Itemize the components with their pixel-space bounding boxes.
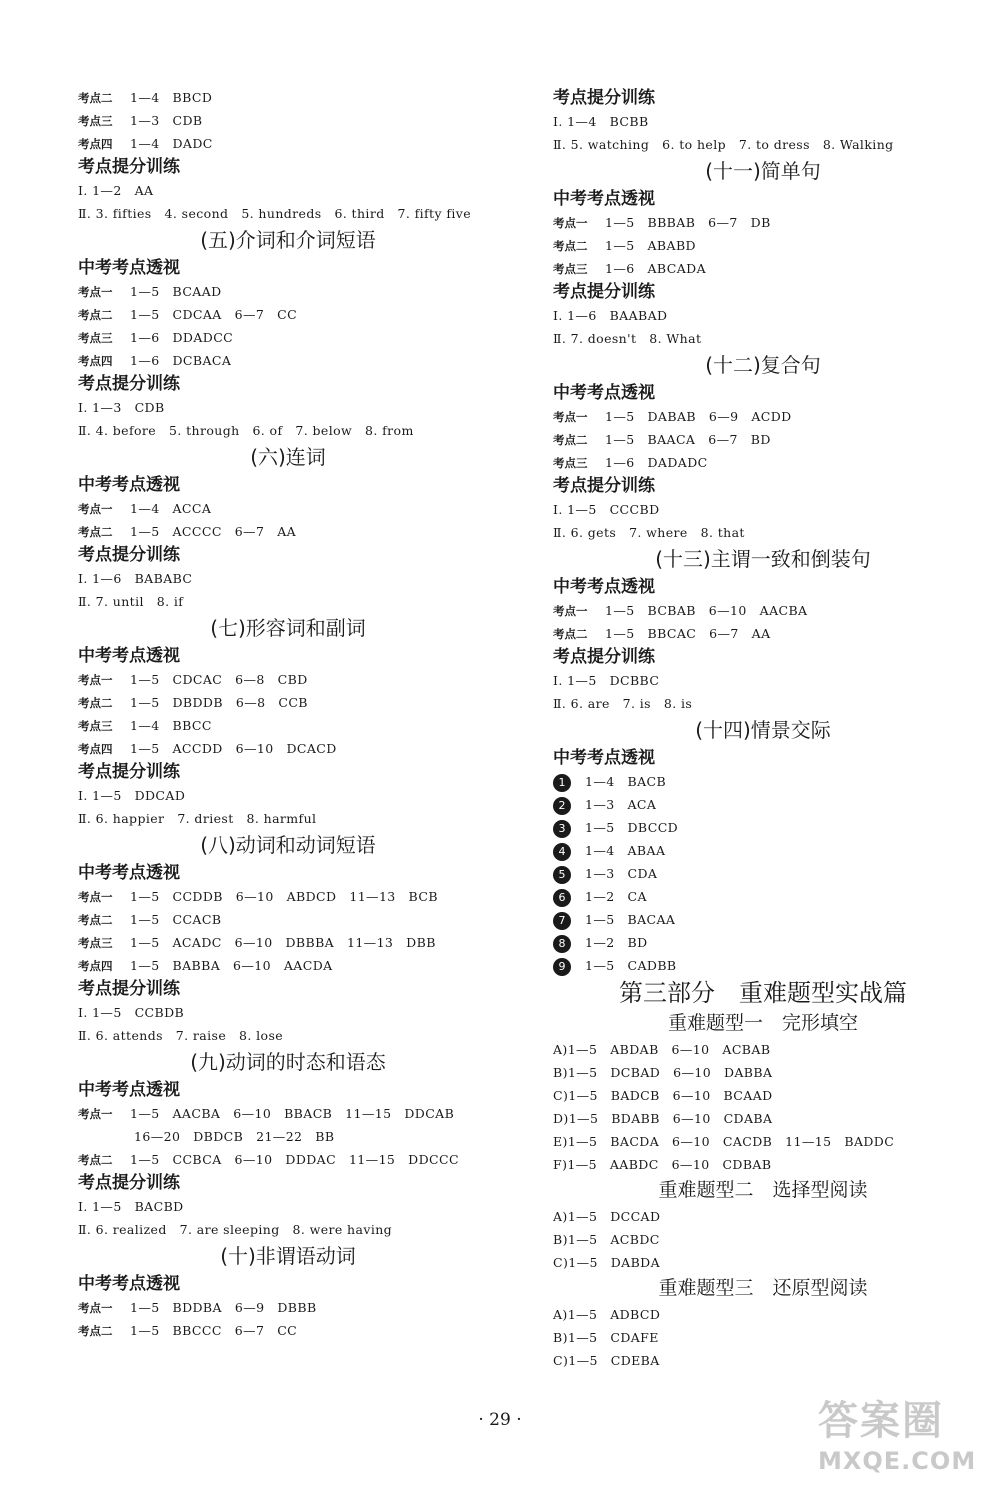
answer-row [78, 668, 498, 691]
part-title: 第三部分 重难题型实战篇 [619, 979, 907, 1007]
answer-text: D)1—5 BDABB 6—10 CDABA [553, 1111, 773, 1126]
subsection-heading: 考点提分训练 [553, 647, 655, 667]
answer-text: Ⅱ. 7. doesn't 8. What [553, 331, 702, 346]
answer-text: Ⅱ. 6. realized 7. are sleeping 8. were having [78, 1222, 393, 1237]
answer-text: 1—5 BBCCC 6—7 CC [130, 1323, 298, 1338]
answer-text: Ⅱ. 7. until 8. if [78, 594, 184, 609]
answer-row [78, 497, 498, 520]
answer-text: Ⅰ. 1—5 BACBD [78, 1199, 184, 1214]
point-label: 考点三 [78, 114, 113, 128]
answer-text: 1—5 ACADC 6—10 DBBBA 11—13 DBB [130, 935, 436, 950]
answer-text: 1—2 BD [585, 935, 648, 950]
point-label: 考点一 [78, 285, 113, 299]
answer-row [553, 1107, 973, 1130]
answer-text: 1—5 CCDDB 6—10 ABDCD 11—13 BCB [130, 889, 438, 904]
answer-row [78, 132, 498, 155]
answer-text: Ⅰ. 1—2 AA [78, 183, 154, 198]
subsection-heading: 中考考点透视 [78, 1274, 180, 1294]
answer-text: 1—6 DCBACA [130, 353, 232, 368]
subsection-heading: 考点提分训练 [553, 88, 655, 108]
point-label: 考点三 [78, 719, 113, 733]
subsection-heading: 考点提分训练 [553, 476, 655, 496]
answer-text: 1—5 ABABD [605, 238, 696, 253]
subsection-heading: 中考考点透视 [78, 258, 180, 278]
answer-text: A)1—5 ADBCD [553, 1307, 661, 1322]
answer-text: Ⅱ. 6. are 7. is 8. is [553, 696, 693, 711]
answer-row [553, 211, 973, 234]
watermark-cn: 答案圈 [818, 1398, 944, 1444]
section-title: (九)动词的时态和语态 [190, 1050, 386, 1074]
answer-row [78, 396, 498, 419]
answer-text: 1—5 CDCAC 6—8 CBD [130, 672, 308, 687]
answer-row [78, 954, 498, 977]
answer-row [78, 1001, 498, 1024]
right-column [553, 86, 973, 1372]
answer-text: E)1—5 BACDA 6—10 CACDB 11—15 BADDC [553, 1134, 895, 1149]
answer-row [78, 520, 498, 543]
answer-row [78, 908, 498, 931]
subsection-heading: 考点提分训练 [78, 1173, 180, 1193]
answer-text: 1—4 DADC [130, 136, 213, 151]
answer-row [78, 1296, 498, 1319]
point-label: 考点三 [78, 331, 113, 345]
answer-row [553, 498, 973, 521]
answer-row [553, 110, 973, 133]
answer-text: 1—6 DDADCC [130, 330, 234, 345]
answer-text: Ⅰ. 1—5 CCCBD [553, 502, 660, 517]
answer-text: Ⅰ. 1—4 BCBB [553, 114, 649, 129]
answer-row [78, 714, 498, 737]
subsection-heading: 考点提分训练 [78, 545, 180, 565]
point-label: 考点四 [78, 354, 113, 368]
answer-text: 1—4 BBCC [130, 718, 212, 733]
section-title: (十三)主谓一致和倒装句 [655, 547, 871, 571]
circled-number: 2 [553, 797, 571, 815]
numbered-answer-row [553, 793, 973, 816]
subsection-heading: 中考考点透视 [553, 748, 655, 768]
answer-row [553, 1228, 973, 1251]
numbered-answer-row [553, 862, 973, 885]
answer-row [553, 428, 973, 451]
answer-row [553, 234, 973, 257]
point-label: 考点一 [553, 604, 588, 618]
answer-row [78, 326, 498, 349]
subsection-heading: 考点提分训练 [78, 157, 180, 177]
answer-text: Ⅱ. 6. happier 7. driest 8. harmful [78, 811, 317, 826]
subsection-heading: 中考考点透视 [553, 189, 655, 209]
answer-text: 1—5 BBBAB 6—7 DB [605, 215, 771, 230]
circled-number: 3 [553, 820, 571, 838]
answer-text: 1—5 ACCDD 6—10 DCACD [130, 741, 337, 756]
watermark [818, 1396, 993, 1491]
answer-row [553, 1153, 973, 1176]
answer-row [553, 1084, 973, 1107]
point-label: 考点三 [553, 456, 588, 470]
answer-text: A)1—5 ABDAB 6—10 ACBAB [553, 1042, 771, 1057]
point-label: 考点四 [78, 742, 113, 756]
answer-text: C)1—5 DABDA [553, 1255, 661, 1270]
answer-text: Ⅱ. 6. attends 7. raise 8. lose [78, 1028, 284, 1043]
point-label: 考点二 [78, 308, 113, 322]
answer-text: 1—5 BCBAB 6—10 AACBA [605, 603, 808, 618]
answer-text: A)1—5 DCCAD [553, 1209, 661, 1224]
answer-text: 1—5 AACBA 6—10 BBACB 11—15 DDCAB [130, 1106, 455, 1121]
answer-row [553, 1061, 973, 1084]
point-label: 考点二 [78, 525, 113, 539]
numbered-answer-row [553, 816, 973, 839]
numbered-answer-row [553, 908, 973, 931]
point-label: 考点二 [553, 627, 588, 641]
numbered-answer-row [553, 770, 973, 793]
answer-row [78, 419, 498, 442]
answer-text: 1—4 ABAA [585, 843, 666, 858]
answer-row [78, 737, 498, 760]
circled-number: 4 [553, 843, 571, 861]
section-title: (十二)复合句 [705, 353, 821, 377]
answer-row [78, 1218, 498, 1241]
answer-row [553, 1326, 973, 1349]
point-label: 考点二 [78, 1324, 113, 1338]
answer-row [553, 1130, 973, 1153]
circled-number: 5 [553, 866, 571, 884]
answer-text: B)1—5 CDAFE [553, 1330, 659, 1345]
point-label: 考点二 [78, 1153, 113, 1167]
section-title: (八)动词和动词短语 [200, 833, 376, 857]
answer-row [553, 622, 973, 645]
point-label: 考点一 [78, 1107, 113, 1121]
point-label: 考点四 [78, 959, 113, 973]
numbered-answer-row [553, 954, 973, 977]
answer-text: 1—4 ACCA [130, 501, 212, 516]
answer-row [78, 931, 498, 954]
answer-row [78, 202, 498, 225]
subsection-heading: 中考考点透视 [78, 863, 180, 883]
answer-text: Ⅰ. 1—5 DCBBC [553, 673, 660, 688]
answer-text: 1—5 ACCCC 6—7 AA [130, 524, 297, 539]
answer-row [553, 451, 973, 474]
subsection-heading: 考点提分训练 [78, 762, 180, 782]
answer-row [553, 257, 973, 280]
answer-text: 1—6 DADADC [605, 455, 708, 470]
subsection-heading: 考点提分训练 [78, 979, 180, 999]
answer-text: 16—20 DBDCB 21—22 BB [134, 1129, 335, 1144]
point-label: 考点二 [78, 696, 113, 710]
numbered-answer-row [553, 839, 973, 862]
answer-row [553, 405, 973, 428]
answer-text: F)1—5 AABDC 6—10 CDBAB [553, 1157, 772, 1172]
point-label: 考点二 [78, 91, 113, 105]
point-label: 考点二 [553, 239, 588, 253]
section-title: (七)形容词和副词 [210, 616, 366, 640]
subpart-title: 重难题型一 完形填空 [667, 1012, 858, 1034]
answer-row [78, 86, 498, 109]
subsection-heading: 考点提分训练 [553, 282, 655, 302]
answer-text: Ⅰ. 1—3 CDB [78, 400, 165, 415]
circled-number: 7 [553, 912, 571, 930]
answer-row [78, 1319, 498, 1342]
point-label: 考点四 [78, 137, 113, 151]
circled-number: 1 [553, 774, 571, 792]
subsection-heading: 中考考点透视 [78, 475, 180, 495]
answer-row [553, 669, 973, 692]
point-label: 考点三 [553, 262, 588, 276]
answer-row [78, 784, 498, 807]
answer-row [553, 1349, 973, 1372]
answer-text: 1—5 CDCAA 6—7 CC [130, 307, 298, 322]
answer-row [553, 521, 973, 544]
answer-text: C)1—5 CDEBA [553, 1353, 660, 1368]
watermark-en: MXQE.COM [818, 1447, 977, 1475]
answer-text: 1—5 DABAB 6—9 ACDD [605, 409, 792, 424]
answer-row [78, 885, 498, 908]
answer-row [78, 303, 498, 326]
section-title: (十一)简单句 [705, 159, 821, 183]
circled-number: 8 [553, 935, 571, 953]
answer-text: B)1—5 ACBDC [553, 1232, 660, 1247]
answer-text: 1—5 BAACA 6—7 BD [605, 432, 771, 447]
subsection-heading: 中考考点透视 [78, 646, 180, 666]
answer-row [553, 1251, 973, 1274]
answer-text: 1—5 CCACB [130, 912, 222, 927]
answer-row [78, 590, 498, 613]
point-label: 考点三 [78, 936, 113, 950]
answer-text: 1—5 DBCCD [585, 820, 679, 835]
numbered-answer-row [553, 931, 973, 954]
answer-text: Ⅱ. 3. fifties 4. second 5. hundreds 6. third 7. fifty five [78, 206, 471, 221]
answer-text: B)1—5 DCBAD 6—10 DABBA [553, 1065, 773, 1080]
answer-row [553, 1038, 973, 1061]
section-title: (十四)情景交际 [695, 718, 831, 742]
point-label: 考点二 [553, 433, 588, 447]
answer-row [78, 1195, 498, 1218]
answer-row [78, 1102, 498, 1125]
answer-row [553, 304, 973, 327]
point-label: 考点一 [553, 216, 588, 230]
point-label: 考点一 [78, 502, 113, 516]
answer-text: Ⅰ. 1—5 CCBDB [78, 1005, 185, 1020]
subpart-title: 重难题型二 选择型阅读 [658, 1179, 868, 1201]
section-title: (五)介词和介词短语 [200, 228, 376, 252]
left-column [78, 86, 498, 1342]
answer-row [553, 1303, 973, 1326]
answer-row [78, 1148, 498, 1171]
answer-row [553, 327, 973, 350]
answer-row [78, 109, 498, 132]
section-title: (十)非谓语动词 [220, 1244, 356, 1268]
answer-row [78, 1125, 498, 1148]
answer-row [78, 691, 498, 714]
answer-text: 1—3 ACA [585, 797, 657, 812]
numbered-answer-row [553, 885, 973, 908]
point-label: 考点一 [553, 410, 588, 424]
section-title: (六)连词 [250, 445, 326, 469]
answer-text: Ⅱ. 5. watching 6. to help 7. to dress 8. Walking [553, 137, 894, 152]
answer-row [78, 807, 498, 830]
point-label: 考点一 [78, 673, 113, 687]
subsection-heading: 中考考点透视 [553, 383, 655, 403]
answer-text: Ⅱ. 4. before 5. through 6. of 7. below 8. from [78, 423, 414, 438]
answer-row [553, 1205, 973, 1228]
point-label: 考点二 [78, 913, 113, 927]
subsection-heading: 中考考点透视 [78, 1080, 180, 1100]
circled-number: 6 [553, 889, 571, 907]
answer-text: 1—5 BCAAD [130, 284, 222, 299]
point-label: 考点一 [78, 1301, 113, 1315]
answer-row [553, 133, 973, 156]
answer-text: 1—5 BABBA 6—10 AACDA [130, 958, 333, 973]
answer-text: 1—3 CDA [585, 866, 658, 881]
answer-row [78, 1024, 498, 1047]
answer-text: C)1—5 BADCB 6—10 BCAAD [553, 1088, 773, 1103]
answer-text: 1—6 ABCADA [605, 261, 706, 276]
circled-number: 9 [553, 958, 571, 976]
answer-row [78, 179, 498, 202]
answer-row [78, 280, 498, 303]
answer-text: Ⅰ. 1—6 BABABC [78, 571, 193, 586]
answer-row [78, 567, 498, 590]
answer-row [78, 349, 498, 372]
answer-text: 1—4 BACB [585, 774, 667, 789]
answer-text: 1—5 BDDBA 6—9 DBBB [130, 1300, 317, 1315]
page-number: · 29 · [478, 1410, 522, 1430]
answer-row [553, 599, 973, 622]
subsection-heading: 考点提分训练 [78, 374, 180, 394]
answer-text: 1—5 BBCAC 6—7 AA [605, 626, 771, 641]
answer-text: 1—5 DBDDB 6—8 CCB [130, 695, 308, 710]
answer-text: 1—5 CCBCA 6—10 DDDAC 11—15 DDCCC [130, 1152, 459, 1167]
subsection-heading: 中考考点透视 [553, 577, 655, 597]
answer-row [553, 692, 973, 715]
answer-text: Ⅰ. 1—5 DDCAD [78, 788, 186, 803]
answer-text: 1—3 CDB [130, 113, 203, 128]
answer-text: Ⅰ. 1—6 BAABAD [553, 308, 668, 323]
answer-text: 1—5 BACAA [585, 912, 676, 927]
answer-text: 1—2 CA [585, 889, 647, 904]
answer-text: 1—5 CADBB [585, 958, 677, 973]
answer-text: 1—4 BBCD [130, 90, 213, 105]
point-label: 考点一 [78, 890, 113, 904]
subpart-title: 重难题型三 还原型阅读 [658, 1277, 868, 1299]
answer-text: Ⅱ. 6. gets 7. where 8. that [553, 525, 745, 540]
